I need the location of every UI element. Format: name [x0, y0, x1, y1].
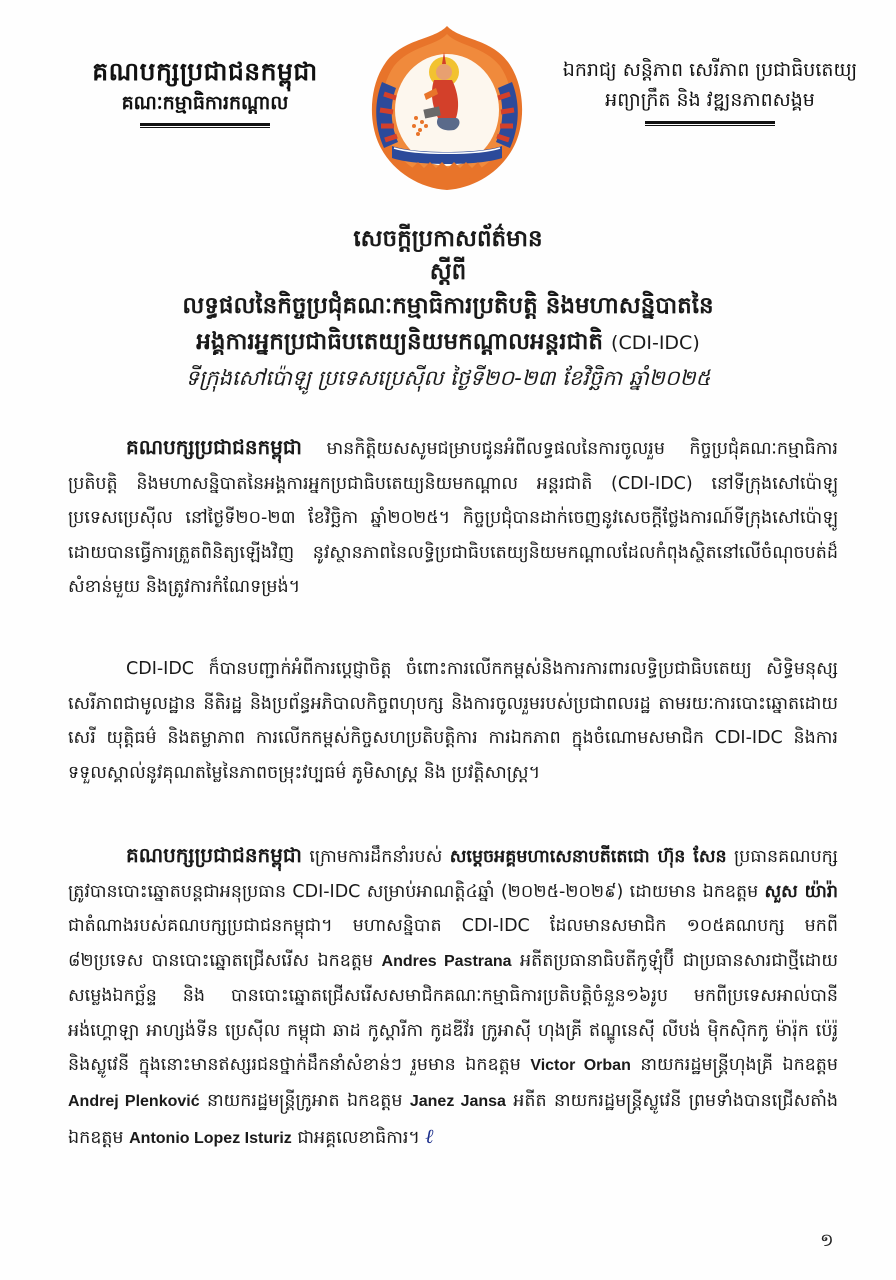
paragraph-3-seg5: នាយករដ្ឋមន្ត្រីហុងគ្រី ឯកឧត្តម — [630, 1055, 838, 1075]
representative-name: សួស យ៉ារ៉ា — [764, 881, 838, 902]
paragraph-3-seg2: ប្រធានគណបក្ស ត្រូវបានបោះឆ្នោតបន្តជាអនុប្រធាន CDI-IDC សម្រាប់អាណត្តិ៤ឆ្នាំ (២០២៥-២០២៩) ដោយមាន ឯកឧត្តម — [68, 847, 839, 902]
person-name-pastrana: Andres Pastrana — [381, 952, 512, 970]
paragraph-2 — [68, 652, 838, 790]
cpp-party-emblem-icon — [364, 22, 530, 194]
paragraph-3-seg1: ក្រោមការដឹកនាំរបស់ — [301, 847, 450, 867]
national-motto-line1: ឯករាជ្យ សន្តិភាព សេរីភាព ប្រជាធិបតេយ្យ — [562, 59, 858, 81]
handwritten-initials: ℓ — [425, 1124, 435, 1148]
paragraph-1-text: មានកិត្តិយសសូមជម្រាបជូនអំពីលទ្ធផលនៃការចូលរួម កិច្ចប្រជុំគណៈកម្មាធិការប្រតិបត្តិ និងមហាសន្និបាតនៃអង្គការអ្នកប្រជាធិបតេយ្យនិយមកណ្ដាល អន្តរជាតិ (CDI-IDC) នៅទីក្រុងសៅប៉ោឡូ ប្រទេសប្រេស៊ីល នៅថ្ងៃទី២០-២៣ ខែវិច្ឆិកា ឆ្នាំ២០២៥។ កិច្ចប្រជុំបានដាក់ចេញនូវសេចក្ដីថ្លែងការណ៍ទីក្រុងសៅប៉ោឡូ ដោយបានធ្វើការត្រួតពិនិត្យឡើងវិញ នូវស្ថានភាពនៃលទ្ធិប្រជាធិបតេយ្យនិយមកណ្ដាលដែលកំពុងស្ថិតនៅលើចំណុចបត់ដ៏សំខាន់មួយ និងត្រូវការកំណែទម្រង់។ — [68, 439, 838, 597]
title-organization: អង្គការអ្នកប្រជាធិបតេយ្យនិយមកណ្ដាលអន្តរជាតិ — [196, 329, 604, 355]
committee-name: គណៈកម្មាធិការកណ្ដាល — [121, 92, 289, 114]
paragraph-3 — [68, 838, 838, 1157]
header-right — [540, 55, 880, 126]
title-heading: សេចក្ដីប្រកាសព័ត៌មាន — [353, 226, 543, 252]
paragraph-3-seg3: ជាតំណាងរបស់គណបក្សប្រជាជនកម្ពុជា។ មហាសន្និបាត CDI-IDC ដែលមានសមាជិក ១០៥គណបក្ស មកពី ៨២ប្រទេស បានបោះឆ្នោតជ្រើសរើស ឯកឧត្តម — [68, 916, 838, 971]
header-right-divider — [645, 121, 775, 126]
page-number: ១ — [820, 1230, 834, 1251]
header-left-divider — [140, 123, 270, 128]
paragraph-3-seg8: ជាអគ្គលេខាធិការ។ — [291, 1128, 426, 1148]
person-name-isturiz: Antonio Lopez Isturiz — [129, 1130, 292, 1147]
header-left — [40, 55, 370, 128]
title-regarding: ស្ដីពី — [429, 259, 467, 285]
person-name-jansa: Janez Jansa — [409, 1092, 506, 1110]
title-organization-abbr: (CDI-IDC) — [611, 332, 700, 354]
title-location-date: ទីក្រុងសៅប៉ោឡូ ប្រទេសប្រេស៊ីល ថ្ងៃទី២០-២៣ ខែវិច្ឆិកា ឆ្នាំ២០២៥ — [185, 366, 711, 390]
paragraph-3-seg4: អតីតប្រធានាធិបតីកូឡុំប៊ី ជាប្រធានសារជាថ្មីដោយសម្លេងឯកច្ឆ័ន្ទ និង បានបោះឆ្នោតជ្រើសរើសសមាជិកគណៈកម្មាធិការប្រតិបត្តិចំនួន១៦រូប មកពីប្រទេសអាល់បានី អង់ហ្គោឡា អាហ្សង់ទីន ប្រេស៊ីល កម្ពុជា ឆាដ កូស្តារីកា កូដឌីវ័រ ក្រូអាស៊ី ហុងគ្រី ឥណ្ឌូនេស៊ី លីបង់ ម៉ិកស៊ិកកូ ម៉ារ៉ុក ប៉េរ៉ូ និងស្លូវេនី ក្នុងនោះមានឥស្សរជនថ្នាក់ដឹកនាំសំខាន់ៗ រួមមាន ឯកឧត្តម — [68, 950, 838, 1075]
press-release-title — [60, 222, 836, 395]
paragraph-3-seg7: អតីត នាយករដ្ឋមន្ត្រីស្លូវេនី ព្រមទាំងបានជ្រើសតាំង ឯកឧត្តម — [68, 1090, 839, 1148]
paragraph-2-text: CDI-IDC ក៏បានបញ្ជាក់អំពីការប្ដេជ្ញាចិត្ត ចំពោះការលើកកម្ពស់និងការការពារលទ្ធិប្រជាធិបតេយ្យ សិទ្ធិមនុស្ស សេរីភាពជាមូលដ្ឋាន នីតិរដ្ឋ និងប្រព័ន្ធអភិបាលកិច្ចពហុបក្ស និងការចូលរួមរបស់ប្រជាពលរដ្ឋ តាមរយៈការបោះឆ្នោតដោយសេរី យុត្តិធម៌ និងតម្លាភាព ការលើកកម្ពស់កិច្ចសហប្រតិបត្តិការ ការឯកភាព ក្នុងចំណោមសមាជិក CDI-IDC និងការទទួលស្គាល់នូវគុណតម្លៃនៃភាពចម្រុះវប្បធម៌ ភូមិសាស្ត្រ និង ប្រវត្តិសាស្ត្រ។ — [68, 659, 838, 783]
title-subject-line2 — [60, 324, 836, 361]
title-subject-line1: លទ្ធផលនៃកិច្ចប្រជុំគណៈកម្មាធិការប្រតិបត្តិ និងមហាសន្និបាតនៃ — [182, 293, 714, 319]
paragraph-3-seg6: នាយករដ្ឋមន្ត្រីក្រូអាត ឯកឧត្តម — [199, 1090, 410, 1111]
national-motto-line2: អព្យាក្រឹត និង វឌ្ឍនភាពសង្គម — [605, 89, 815, 111]
party-name-lead: គណបក្សប្រជាជនកម្ពុជា — [126, 435, 302, 459]
leader-title: សម្ដេចអគ្គមហាសេនាបតីតេជោ ហ៊ុន សែន — [449, 847, 727, 867]
party-name-lead: គណបក្សប្រជាជនកម្ពុជា — [126, 843, 302, 867]
person-name-plenkovic: Andrej Plenković — [68, 1092, 200, 1110]
party-name: គណបក្សប្រជាជនកម្ពុជា — [92, 57, 318, 86]
paragraph-1 — [68, 430, 838, 605]
person-name-orban: Victor Orban — [530, 1057, 631, 1074]
